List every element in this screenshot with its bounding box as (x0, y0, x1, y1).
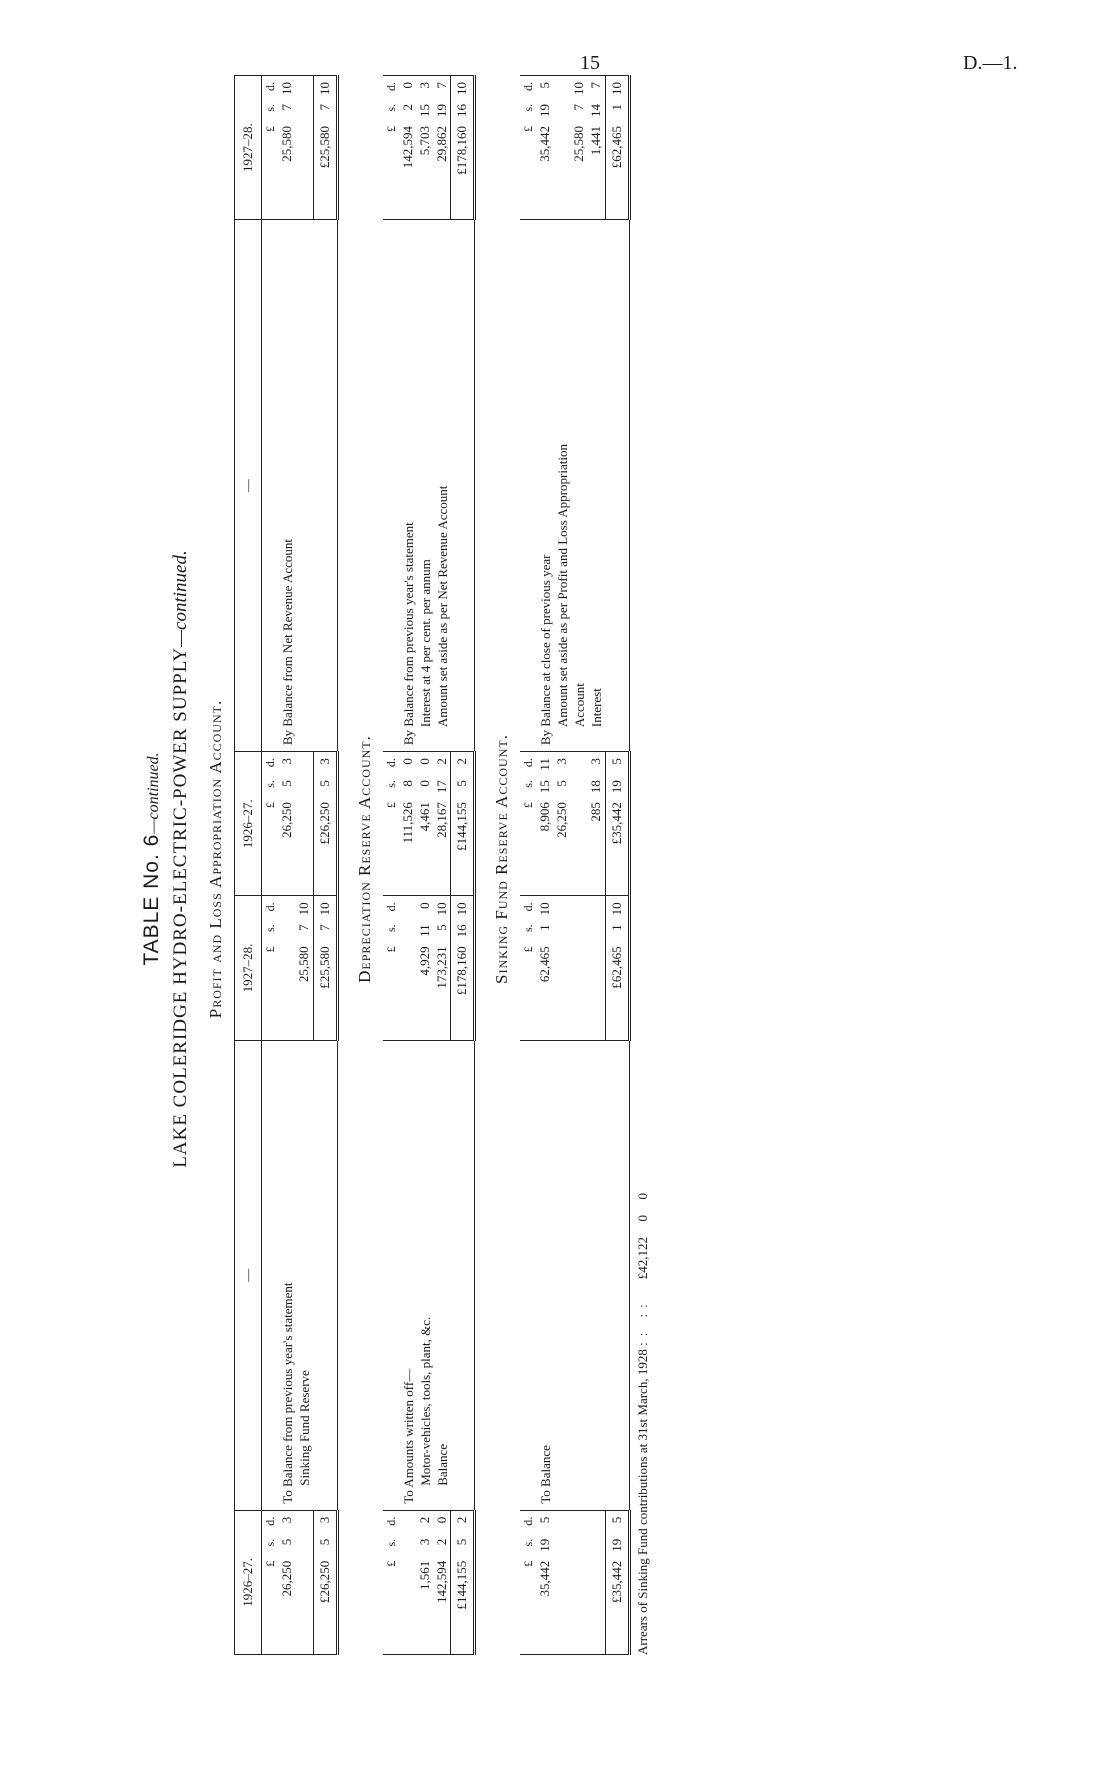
amount-value: 173,231510 (433, 902, 449, 989)
total-value: £26,25053 (313, 752, 337, 896)
account-line: Balance (434, 1443, 450, 1486)
account-descriptions (383, 220, 451, 752)
totals-row (605, 76, 629, 1655)
account-line: Sinking Fund Reserve (297, 1370, 312, 1486)
account-descriptions (262, 1040, 314, 1510)
amount-value: 1,441147 (588, 82, 603, 156)
amount-column: £s.d. 25,580710 (262, 76, 314, 220)
header-dash: — (235, 220, 262, 752)
amount-value: 29,862197 (433, 82, 449, 162)
account-line: By Balance from previous year's statement (400, 522, 416, 746)
amount-value (399, 902, 416, 1033)
account-line: To Amounts written off— (400, 1368, 416, 1504)
depreciation-heading: Depreciation Reserve Account. (354, 735, 374, 983)
account-line: By Balance at close of previous year (538, 554, 553, 746)
amount-column: £s.d. 25,580710 (262, 896, 314, 1040)
table-number: TABLE No. 6—continued. (140, 752, 163, 966)
rotated-table-page (140, 63, 1000, 1655)
amount-column: £s.d. 26,25053 (262, 1510, 314, 1654)
amount-value: 35,442195 (537, 82, 552, 162)
totals-row (451, 76, 475, 1655)
account-descriptions (520, 1040, 605, 1510)
total-value: £178,1601610 (451, 76, 475, 220)
account-body-row (262, 76, 314, 1655)
total-value: £144,15552 (451, 1510, 475, 1654)
account-descriptions (383, 1040, 451, 1510)
year-header: 1927–28. (235, 76, 262, 220)
amount-value: 1,56132 (416, 1516, 432, 1591)
amount-value: 35,442195 (537, 1516, 552, 1597)
account-line: Amount set aside as per Net Revenue Account (434, 485, 450, 728)
arrears-label: Arrears of Sinking Fund contributions at 31st March, 1928 (634, 1349, 650, 1655)
account-line: Interest (589, 688, 604, 728)
amount-value: 26,25053 (554, 758, 569, 838)
account-line: Account (572, 683, 587, 728)
amount-column: £s.d. 4,929110 173,231510 (383, 896, 451, 1040)
account-body-row (383, 76, 451, 1655)
amount-value: 62,465110 (537, 902, 552, 983)
arrears-value: £42,12200 (634, 1192, 650, 1280)
amount-value: 4,46100 (416, 758, 432, 832)
amount-value: 28,167172 (433, 758, 449, 838)
year-header: 1926–27. (235, 752, 262, 896)
total-value: £25,580710 (313, 896, 337, 1040)
amount-value: 25,580710 (296, 902, 311, 983)
sinking-fund-heading: Sinking Fund Reserve Account. (492, 734, 511, 984)
amount-value (553, 82, 570, 213)
amount-value: 111,52680 (399, 758, 415, 844)
document-reference: D.—1. (963, 52, 1018, 74)
amount-value: 26,25053 (279, 758, 294, 838)
amount-value (570, 758, 587, 889)
depreciation-table (383, 75, 477, 1655)
amount-value: 8,9061511 (537, 758, 552, 832)
totals-row (313, 76, 337, 1655)
amount-column: £s.d. 26,25053 (262, 752, 314, 896)
year-header: 1926–27. (235, 1510, 262, 1654)
amount-value: 285183 (588, 758, 603, 822)
amount-column: £s.d. 62,465110 (520, 896, 605, 1040)
amount-value: 142,59420 (399, 82, 415, 169)
account-body-row (520, 76, 605, 1655)
year-header: 1927–28. (235, 896, 262, 1040)
profit-loss-heading: Profit and Loss Appropriation Account. (206, 699, 225, 1019)
total-value: £62,465110 (605, 76, 629, 220)
main-title: LAKE COLERIDGE HYDRO-ELECTRIC-POWER SUPPLY—continued. (170, 550, 191, 1168)
account-line: To Balance (538, 1445, 553, 1504)
account-line: To Balance from previous year's statement (280, 1282, 295, 1504)
amount-column: £s.d. 111,52680 4,46100 28,167172 (383, 752, 451, 896)
account-line: By Balance from Net Revenue Account (280, 538, 295, 746)
header-dash: — (235, 1040, 262, 1510)
amount-value (399, 1517, 416, 1648)
amount-value: 25,580710 (279, 82, 294, 162)
arrears-line: Arrears of Sinking Fund contributions at 31st March, 1928 :: :: £42,12200 (634, 1192, 650, 1655)
total-value: £35,442195 (605, 752, 629, 896)
amount-value: 142,59420 (433, 1516, 449, 1604)
account-descriptions (262, 220, 314, 752)
account-descriptions (520, 220, 605, 752)
amount-value (295, 1517, 312, 1648)
amount-value: 5,703153 (416, 82, 432, 156)
total-value: £35,442195 (605, 1510, 629, 1654)
amount-column: £s.d. 8,9061511 26,25053 285183 (520, 752, 605, 896)
amount-column: £s.d. 35,442195 25,580710 1,441147 (520, 76, 605, 220)
sinking-fund-table (520, 75, 631, 1655)
total-value: £25,580710 (313, 76, 337, 220)
total-value: £178,1601610 (451, 896, 475, 1040)
amount-value: 4,929110 (416, 902, 432, 976)
amount-value: 25,580710 (571, 82, 586, 162)
amount-column: £s.d. 35,442195 (520, 1510, 605, 1654)
total-value: £144,15552 (451, 752, 475, 896)
account-line: Amount set aside as per Profit and Loss Appropriation (555, 444, 570, 728)
title-block (140, 63, 192, 1655)
page-number: 15 (580, 52, 600, 74)
amount-column: £s.d. 1,56132 142,59420 (383, 1510, 451, 1654)
total-value: £26,25053 (313, 1510, 337, 1654)
amount-column: £s.d. 142,59420 5,703153 29,862197 (383, 76, 451, 220)
account-line: Interest at 4 per cent. per annum (417, 559, 433, 728)
profit-loss-table (234, 75, 339, 1655)
total-value: £62,465110 (605, 896, 629, 1040)
account-line: Motor-vehicles, tools, plant, &c. (417, 1316, 433, 1486)
amount-value (278, 902, 295, 1033)
amount-value: 26,25053 (279, 1516, 294, 1597)
